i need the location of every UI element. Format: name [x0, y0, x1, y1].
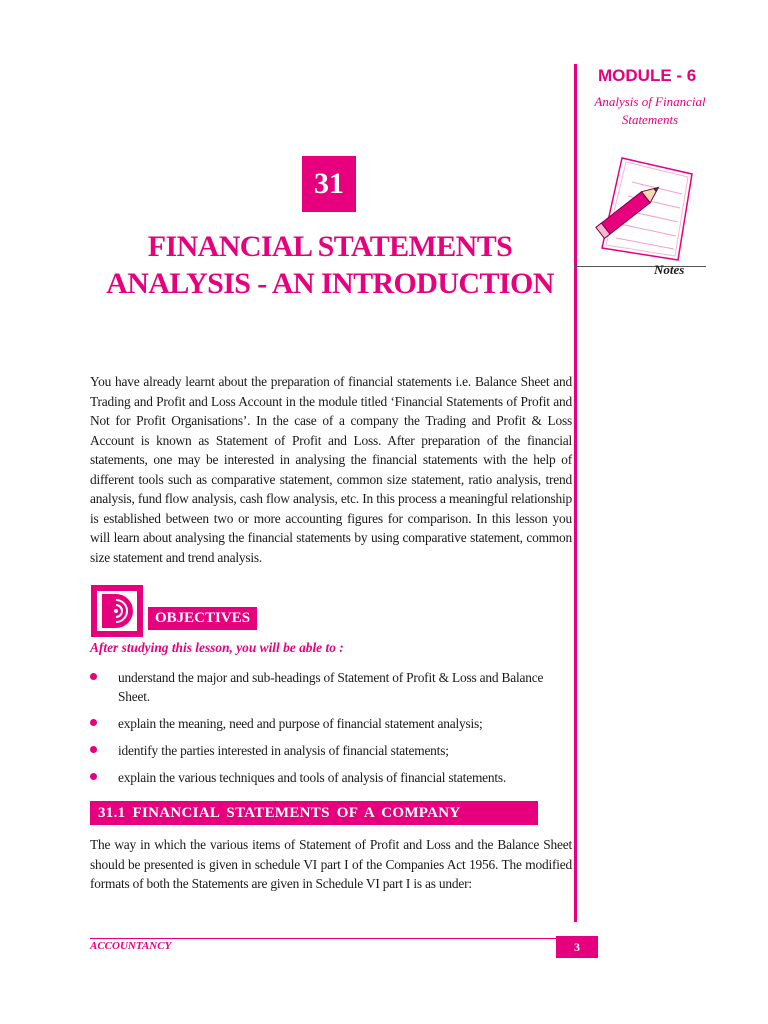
objective-text: explain the meaning, need and purpose of financial statement analysis;: [118, 716, 483, 731]
objectives-heading: OBJECTIVES: [148, 607, 257, 630]
bullet-icon: [90, 746, 97, 753]
section-body: The way in which the various items of Statement of Profit and Loss and the Balance Sheet should be presented is given in schedule VI part I of the Companies Act 1956. The modified formats of both the Statements are given in Schedule VI part I is as under:: [90, 837, 572, 891]
page-number: 3: [556, 936, 598, 958]
objectives-target-icon: [90, 584, 144, 643]
objective-text: explain the various techniques and tools of analysis of financial statements.: [118, 770, 507, 785]
objective-text: identify the parties interested in analysis of financial statements;: [118, 743, 449, 758]
chapter-title: [80, 228, 580, 302]
notes-pencil-icon: [592, 152, 696, 267]
intro-paragraph: You have already learnt about the preparation of financial statements i.e. Balance Sheet and Trading and Profit and Loss Account in the module titled ‘Financial Statements of Profit and Not for Profit Organisations’. In the case of a company the Trading and Profit & Loss Account is known as Statement of Profit and Loss. After preparation of the financial statements, one may be interested in analysing the financial statements with the help of different tools such as comparative statement, common size statement, ratio analysis, trend analysis, fund flow analysis, cash flow analysis, etc. In this process a meaningful relationship is established between two or more accounting figures for comparison. In this lesson you will learn about analysing the financial statements by using comparative statement, common size statement and trend analysis.: [90, 374, 572, 565]
list-item: [90, 714, 572, 733]
bullet-icon: [90, 719, 97, 726]
footer-subject: ACCOUNTANCY: [90, 940, 172, 952]
footer-rule: [90, 938, 572, 939]
module-subtitle-line1: Analysis of Financial: [594, 94, 706, 109]
margin-rule: [574, 64, 577, 922]
list-item: [90, 768, 572, 787]
notes-divider: [574, 266, 706, 267]
bullet-icon: [90, 773, 97, 780]
list-item: [90, 741, 572, 760]
objective-text: understand the major and sub-headings of Statement of Profit & Loss and Balance Sheet.: [118, 670, 544, 704]
notes-label: Notes: [654, 262, 685, 277]
module-label: MODULE - 6: [598, 66, 697, 85]
objectives-lead: After studying this lesson, you will be able to :: [90, 640, 344, 655]
bullet-icon: [90, 673, 97, 680]
objectives-list: [90, 668, 572, 795]
module-subtitle-line2: Statements: [621, 112, 679, 127]
section-heading: 31.1 FINANCIAL STATEMENTS OF A COMPANY: [90, 801, 538, 825]
list-item: [90, 668, 572, 706]
module-subtitle: [580, 93, 720, 129]
chapter-number-badge: 31: [302, 156, 356, 212]
chapter-title-line2: ANALYSIS - AN INTRODUCTION: [106, 267, 554, 300]
chapter-title-line1: FINANCIAL STATEMENTS: [147, 230, 513, 263]
